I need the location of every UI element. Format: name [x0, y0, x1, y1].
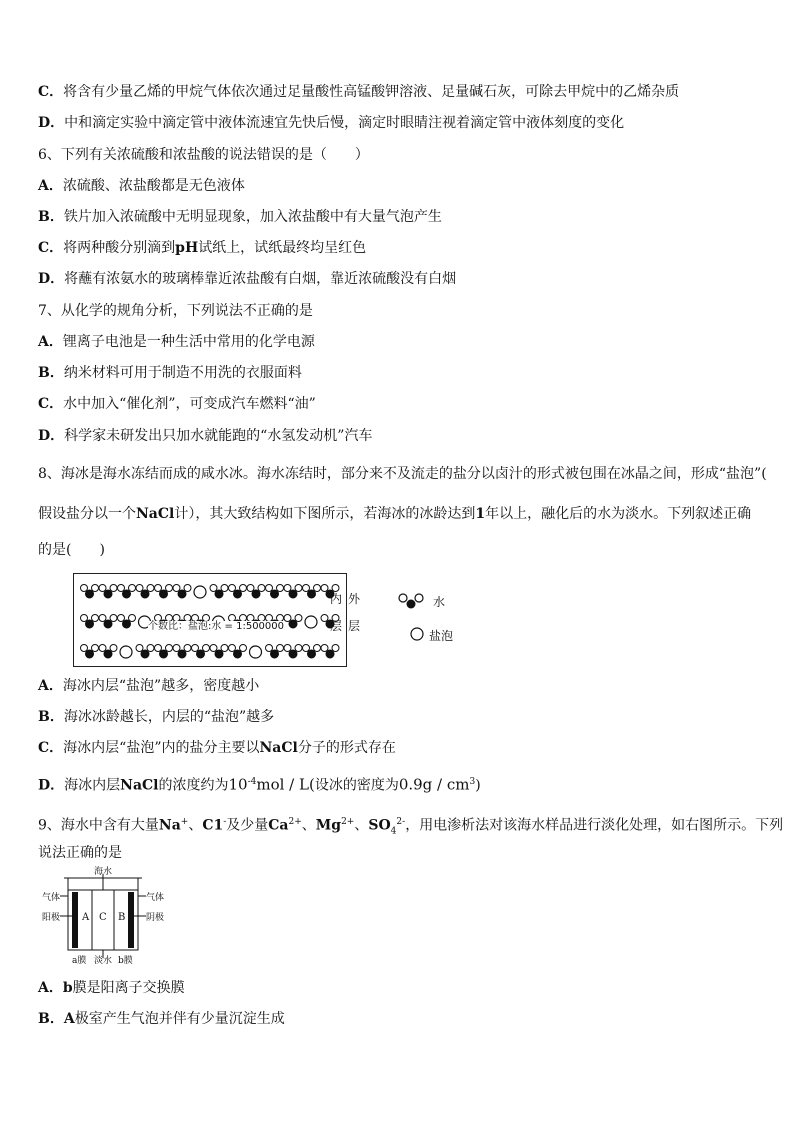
membrane-a-label: a膜 — [72, 956, 87, 966]
unit: mol / L( — [256, 775, 315, 794]
q7-option-a — [38, 332, 315, 352]
stem-text: 年以上，融化后的水为淡水。下列叙述正确 — [485, 506, 752, 522]
option-text: 设冰的密度为 — [314, 777, 399, 794]
water-molecule — [155, 585, 173, 599]
inner-label: 内 — [330, 592, 343, 606]
sep: 、 — [301, 817, 316, 834]
water-molecule — [81, 645, 99, 659]
water-molecule — [99, 645, 117, 659]
stem-text: 计），其大致结构如下图所示，若海冰的冰龄达到 — [174, 506, 476, 522]
ion-mg: Mg — [315, 817, 342, 834]
exponent: 3 — [469, 777, 476, 787]
option-label: D． — [38, 777, 65, 794]
charge: + — [180, 817, 189, 827]
water-molecule — [81, 615, 99, 629]
ice-molecule-diagram — [74, 574, 346, 666]
option-label: B． — [38, 209, 64, 225]
density-value: 0.9g / cm — [398, 775, 470, 794]
option-text: 水中加入“催化剂”，可变成汽车燃料“油” — [63, 396, 316, 412]
stem-text: 用电渗析法对该海水样品进行淡化处理，如右图所示。下列 — [419, 817, 784, 834]
water-molecule — [99, 615, 117, 629]
water-molecule — [266, 585, 284, 599]
chamber-a-label: A — [82, 912, 90, 923]
water-molecule — [81, 585, 99, 599]
water-molecule — [266, 645, 284, 659]
q6-option-a — [38, 176, 245, 196]
sep: 、 — [188, 817, 203, 834]
salt-bubble — [250, 646, 262, 658]
nacl-term: NaCl — [259, 740, 298, 756]
gas-left-label: 气体 — [42, 893, 61, 903]
water-molecule — [136, 585, 154, 599]
membrane-term: b — [62, 980, 73, 996]
salt-bubble — [305, 616, 317, 628]
q7-option-d — [38, 426, 372, 446]
option-label: B． — [38, 1011, 64, 1027]
water-molecule — [118, 615, 136, 629]
chamber-term: A — [63, 1011, 75, 1027]
option-label: D． — [38, 428, 65, 444]
sep: ， — [405, 817, 420, 834]
option-label: A． — [38, 334, 63, 350]
water-molecule — [303, 645, 321, 659]
option-text: 分子的形式存在 — [297, 740, 396, 756]
nacl-term: NaCl — [136, 506, 175, 522]
close-paren: ) — [475, 777, 481, 794]
water-molecule — [303, 585, 321, 599]
exponent: -4 — [247, 777, 257, 787]
q6-option-b — [38, 207, 442, 227]
ratio-label: 个数比：盐泡:水 = 1:500000 — [148, 621, 285, 632]
option-text: 将蘸有浓氨水的玻璃棒靠近浓盐酸有白烟，靠近浓硫酸没有白烟 — [64, 271, 457, 287]
q6-option-c — [38, 238, 366, 258]
ion-so4: SO — [368, 817, 391, 834]
q9-option-b — [38, 1009, 285, 1029]
option-text: 膜是阳离子交换膜 — [72, 980, 185, 996]
gas-right-label: 气体 — [146, 893, 165, 903]
water-molecule — [136, 645, 154, 659]
charge: 2- — [396, 817, 406, 827]
charge: - — [223, 817, 227, 827]
option-text: 铁片加入浓硫酸中无明显现象，加入浓盐酸中有大量气泡产生 — [63, 209, 442, 225]
q8-option-b — [38, 707, 274, 727]
q8-option-a — [38, 676, 259, 696]
concentration-value: 10 — [228, 775, 248, 794]
option-text: 海冰冰龄越长，内层的“盐泡”越多 — [63, 709, 275, 725]
option-text: 锂离子电池是一种生活中常用的化学电源 — [62, 334, 315, 350]
option-text: 的浓度约为 — [158, 777, 229, 794]
water-molecule — [118, 585, 136, 599]
stem-text: 及少量 — [226, 817, 269, 834]
q8-option-d — [38, 772, 481, 796]
salt-bubble-icon — [409, 626, 425, 642]
charge: 2+ — [288, 817, 302, 827]
water-molecule — [229, 585, 247, 599]
q5-option-c — [38, 82, 679, 102]
option-text: 海冰内层“盐泡”越多，密度越小 — [62, 678, 260, 694]
year-number: 1 — [475, 506, 486, 522]
water-molecule — [173, 645, 191, 659]
water-molecule — [192, 645, 210, 659]
q7-stem: 7、从化学的规角分析，下列说法不正确的是 — [38, 303, 313, 319]
water-molecule — [155, 645, 173, 659]
ion-ca: Ca — [268, 817, 289, 834]
q8-stem-line1: 8、海冰是海水冻结而成的咸水冰。海水冻结时，部分来不及流走的盐分以卤汁的形式被包围在冰晶之间，形成“盐泡”( — [38, 466, 767, 482]
water-molecule — [210, 645, 228, 659]
salt-bubble — [120, 646, 132, 658]
option-text: 将两种酸分别滴到 — [63, 240, 176, 256]
water-molecule — [284, 585, 302, 599]
option-label: C． — [38, 396, 64, 412]
cathode-label: 阴极 — [146, 913, 165, 923]
stem-text: 假设盐分以一个 — [38, 506, 136, 522]
option-label: B． — [38, 709, 64, 725]
chamber-c-label: C — [99, 912, 107, 923]
q9-stem-line2: 说法正确的是 — [38, 845, 122, 861]
water-molecule — [173, 585, 191, 599]
q6-option-d — [38, 269, 456, 289]
anode-label: 阳极 — [42, 913, 61, 923]
ion-cl: C1 — [202, 817, 224, 834]
q9-option-a — [38, 978, 185, 998]
water-molecule — [247, 585, 265, 599]
option-label: A． — [38, 678, 63, 694]
q7-option-c — [38, 394, 316, 414]
chamber-b-label: B — [118, 912, 126, 923]
water-molecule — [99, 585, 117, 599]
legend-salt-label: 盐泡 — [429, 629, 454, 643]
option-label: A． — [38, 178, 63, 194]
charge: 2+ — [341, 817, 355, 827]
legend-water-label: 水 — [433, 595, 446, 609]
water-molecule — [284, 615, 302, 629]
option-text: 浓硫酸、浓盐酸都是无色液体 — [62, 178, 245, 194]
sea-ice-structure-figure — [73, 573, 347, 667]
option-text: 中和滴定实验中滴定管中液体流速宜先快后慢，滴定时眼睛注视着滴定管中液体刻度的变化 — [64, 115, 625, 131]
stem-text: 9、海水中含有大量 — [38, 817, 159, 834]
option-label: A． — [38, 980, 63, 996]
seawater-label: 海水 — [94, 867, 113, 877]
q9-stem-line1 — [38, 812, 783, 841]
option-label: D． — [38, 271, 65, 287]
outer-layer-label: 层 — [348, 619, 361, 633]
q5-option-d — [38, 113, 624, 133]
option-text: 试纸上，试纸最终均呈红色 — [198, 240, 367, 256]
option-label: C． — [38, 84, 64, 100]
water-molecule — [210, 585, 228, 599]
membrane-b-label: b膜 — [118, 956, 133, 966]
option-label: B． — [38, 365, 64, 381]
option-text: 海冰内层 — [64, 777, 121, 794]
subscript: 4 — [390, 826, 397, 837]
q7-option-b — [38, 363, 302, 383]
option-label: C． — [38, 740, 64, 756]
q6-stem: 6、下列有关浓硫酸和浓盐酸的说法错误的是（ ） — [38, 147, 369, 163]
option-text: 纳米材料可用于制造不用洗的衣服面料 — [63, 365, 302, 381]
ph-term: pH — [175, 240, 199, 256]
nacl-term: NaCl — [120, 777, 159, 794]
option-text: 海冰内层“盐泡”内的盐分主要以 — [63, 740, 260, 756]
option-text: 极室产生气泡并伴有少量沉淀生成 — [74, 1011, 285, 1027]
water-molecule — [321, 645, 339, 659]
q8-option-c — [38, 738, 396, 758]
outer-label: 外 — [348, 592, 361, 606]
option-text: 将含有少量乙烯的甲烷气体依次通过足量酸性高锰酸钾溶液、足量碱石灰，可除去甲烷中的乙烯杂质 — [63, 84, 680, 100]
water-molecule — [229, 645, 247, 659]
ion-na: Na — [158, 817, 181, 834]
option-text: 科学家未研发出只加水就能跑的“水氢发动机”汽车 — [64, 428, 373, 444]
q8-stem-line2 — [38, 504, 751, 524]
water-molecule — [284, 645, 302, 659]
option-label: D． — [38, 115, 65, 131]
q8-stem-line3: 的是( ) — [38, 542, 105, 558]
sep: 、 — [354, 817, 369, 834]
water-molecule-icon — [397, 593, 427, 609]
fresh-water-label: 淡水 — [94, 956, 113, 966]
inner-layer-label: 层 — [330, 619, 343, 633]
salt-bubble — [194, 586, 206, 598]
option-label: C． — [38, 240, 64, 256]
electrodialysis-figure — [42, 866, 164, 964]
